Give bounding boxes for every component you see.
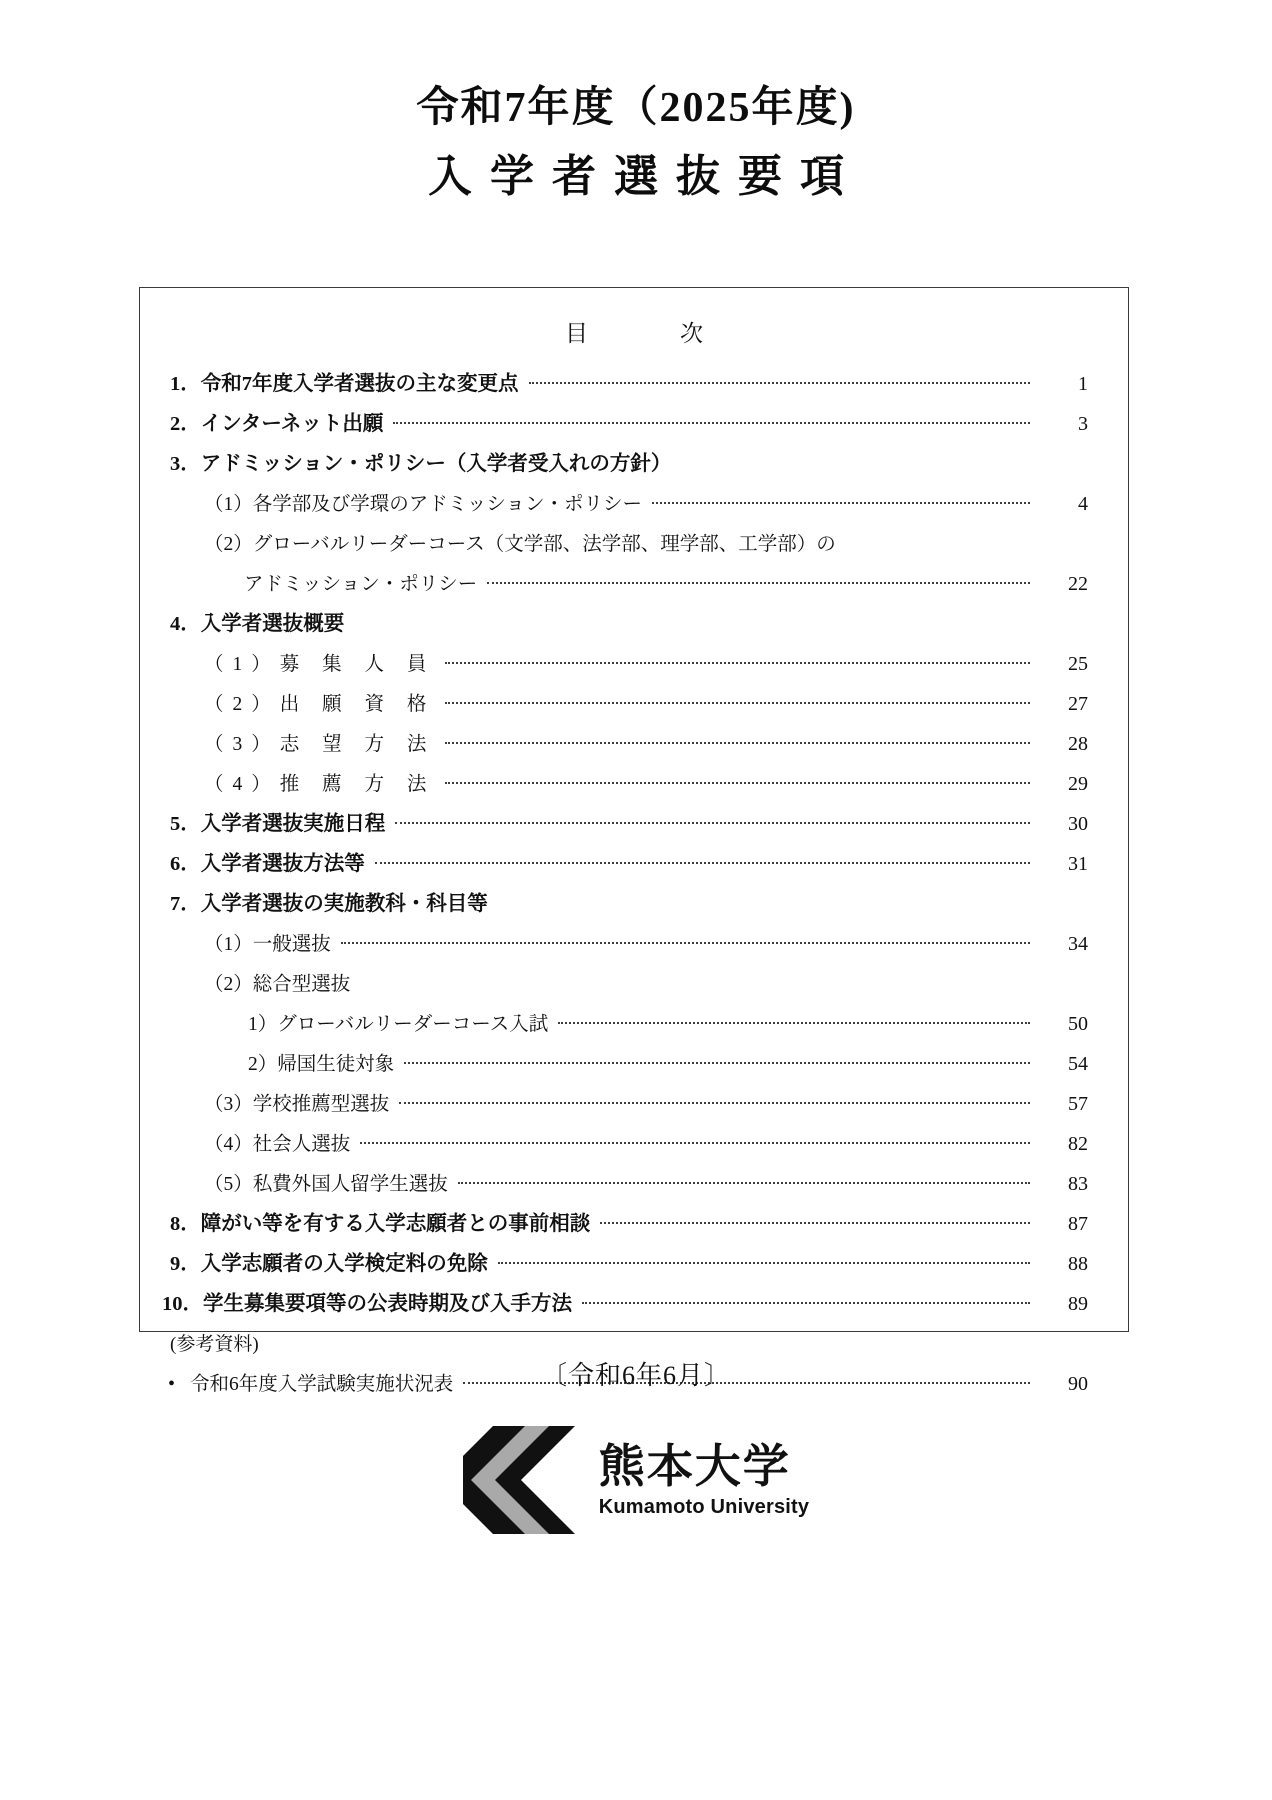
toc-leader-dots: [445, 690, 1030, 710]
toc-leader-dots: [269, 1330, 1030, 1350]
toc-entry-list: [140, 370, 1128, 1410]
toc-entry-label: 2）帰国生徒対象: [248, 1054, 395, 1075]
toc-leader-dots: [445, 650, 1030, 670]
toc-entry[interactable]: [162, 650, 1088, 690]
toc-entry[interactable]: [162, 610, 1088, 650]
toc-entry[interactable]: [162, 850, 1088, 890]
toc-entry-label: （4）社会人選抜: [204, 1134, 351, 1155]
toc-entry[interactable]: [162, 410, 1088, 450]
toc-entry[interactable]: [162, 370, 1088, 410]
toc-page-number: 25: [1068, 653, 1088, 675]
toc-entry-label: （2）出 願 資 格: [204, 694, 436, 715]
toc-page-number: 28: [1068, 733, 1088, 755]
toc-leader-dots: [395, 810, 1030, 830]
toc-entry-label: 令和6年度入学試験実施状況表: [190, 1374, 454, 1395]
toc-entry-label: （4）推 薦 方 法: [204, 774, 436, 795]
toc-leader-dots: [393, 410, 1030, 430]
toc-leader-dots: [600, 1210, 1030, 1230]
toc-page-number: 4: [1078, 493, 1088, 515]
toc-page-number: 31: [1068, 853, 1088, 875]
toc-page-number: 54: [1068, 1053, 1088, 1075]
toc-entry-label: 9．入学志願者の入学検定料の免除: [170, 1253, 488, 1275]
toc-leader-dots: [341, 930, 1030, 950]
toc-leader-dots: [558, 1010, 1030, 1030]
toc-entry[interactable]: [162, 450, 1088, 490]
toc-leader-dots: [360, 1130, 1030, 1150]
toc-leader-dots: [458, 1170, 1030, 1190]
toc-entry[interactable]: [162, 770, 1088, 810]
toc-entry[interactable]: [162, 1010, 1088, 1050]
toc-entry[interactable]: [162, 1210, 1088, 1250]
toc-entry[interactable]: [162, 1130, 1088, 1170]
toc-entry-label: （5）私費外国人留学生選抜: [204, 1174, 448, 1195]
toc-entry-label: 2．インターネット出願: [170, 413, 384, 435]
toc-entry-label: 6．入学者選抜方法等: [170, 853, 365, 875]
toc-entry-label: (参考資料): [170, 1334, 259, 1355]
toc-entry-label: 8．障がい等を有する入学志願者との事前相談: [170, 1213, 591, 1235]
toc-page-number: 50: [1068, 1013, 1088, 1035]
toc-entry[interactable]: [162, 1050, 1088, 1090]
toc-page-number: 1: [1078, 373, 1088, 395]
toc-leader-dots: [652, 490, 1030, 510]
toc-page-number: 88: [1068, 1253, 1088, 1275]
toc-page-number: 22: [1068, 573, 1088, 595]
toc-entry-label: 10．学生募集要項等の公表時期及び入手方法: [162, 1293, 572, 1315]
toc-entry-label: 5．入学者選抜実施日程: [170, 813, 386, 835]
toc-leader-dots: [582, 1290, 1030, 1310]
toc-entry-label: （3）志 望 方 法: [204, 734, 436, 755]
toc-leader-dots: [445, 770, 1030, 790]
toc-entry[interactable]: [162, 570, 1088, 610]
toc-entry[interactable]: [162, 1290, 1088, 1330]
toc-page-number: 30: [1068, 813, 1088, 835]
toc-leader-dots: [445, 730, 1030, 750]
toc-page-number: 83: [1068, 1173, 1088, 1195]
toc-entry-label: 4．入学者選抜概要: [170, 613, 345, 635]
toc-entry-label: アドミッション・ポリシー: [244, 574, 478, 595]
toc-entry-label: 7．入学者選抜の実施教科・科目等: [170, 893, 488, 915]
logo-name-english: Kumamoto University: [598, 1496, 810, 1518]
university-logo: [0, 1424, 1272, 1536]
document-title-block: [0, 82, 1272, 208]
publication-date: 〔令和6年6月〕: [540, 1361, 731, 1390]
toc-entry-label: （1）募 集 人 員: [204, 654, 436, 675]
toc-entry[interactable]: [162, 490, 1088, 530]
toc-heading: [140, 315, 1128, 348]
toc-entry[interactable]: [162, 890, 1088, 930]
toc-leader-dots: [498, 1250, 1030, 1270]
toc-heading-char-right: 次: [680, 321, 703, 346]
toc-page-number: 3: [1078, 413, 1088, 435]
toc-entry[interactable]: [162, 930, 1088, 970]
toc-entry-label: （2）グローバルリーダーコース（文学部、法学部、理学部、工学部）の: [204, 534, 836, 555]
toc-leader-dots: [375, 850, 1030, 870]
toc-heading-char-left: 目: [565, 321, 588, 346]
title-line-year: 令和7年度（2025年度): [416, 85, 856, 131]
toc-leader-dots: [846, 530, 1030, 550]
toc-entry[interactable]: [162, 810, 1088, 850]
title-line-main: 入学者選抜要項: [428, 151, 862, 201]
toc-page-number: 27: [1068, 693, 1088, 715]
toc-entry[interactable]: [162, 1250, 1088, 1290]
toc-leader-dots: [399, 1090, 1030, 1110]
toc-entry-label: （2）総合型選抜: [204, 974, 351, 995]
toc-entry-label: 1）グローバルリーダーコース入試: [248, 1014, 549, 1035]
toc-entry[interactable]: [162, 1090, 1088, 1130]
toc-entry[interactable]: [162, 530, 1088, 570]
toc-entry[interactable]: [162, 970, 1088, 1010]
toc-leader-dots: [498, 890, 1030, 910]
toc-entry[interactable]: [162, 690, 1088, 730]
toc-page-number: 89: [1068, 1293, 1088, 1315]
toc-leader-dots: [404, 1050, 1030, 1070]
toc-page-number: 90: [1068, 1373, 1088, 1395]
toc-leader-dots: [681, 450, 1030, 470]
toc-leader-dots: [360, 970, 1030, 990]
toc-page-number: 82: [1068, 1133, 1088, 1155]
logo-name-japanese: 熊本大学: [598, 1439, 791, 1493]
toc-leader-dots: [487, 570, 1030, 590]
toc-page-number: 87: [1068, 1213, 1088, 1235]
toc-entry-label: （1）各学部及び学環のアドミッション・ポリシー: [204, 494, 642, 515]
toc-entry[interactable]: [162, 1170, 1088, 1210]
toc-page-number: 57: [1068, 1093, 1088, 1115]
bullet-icon: •: [168, 1373, 176, 1395]
toc-entry-label: （3）学校推薦型選抜: [204, 1094, 390, 1115]
toc-leader-dots: [529, 370, 1031, 390]
toc-entry-label: 3．アドミッション・ポリシー（入学者受入れの方針）: [170, 453, 672, 475]
toc-page-number: 34: [1068, 933, 1088, 955]
toc-page-number: 29: [1068, 773, 1088, 795]
toc-entry-label: 1．令和7年度入学者選抜の主な変更点: [170, 373, 519, 395]
kumamoto-chevron-logo-icon: [463, 1424, 581, 1536]
toc-entry[interactable]: [162, 730, 1088, 770]
toc-entry-label: （1）一般選抜: [204, 934, 331, 955]
toc-leader-dots: [354, 610, 1030, 630]
